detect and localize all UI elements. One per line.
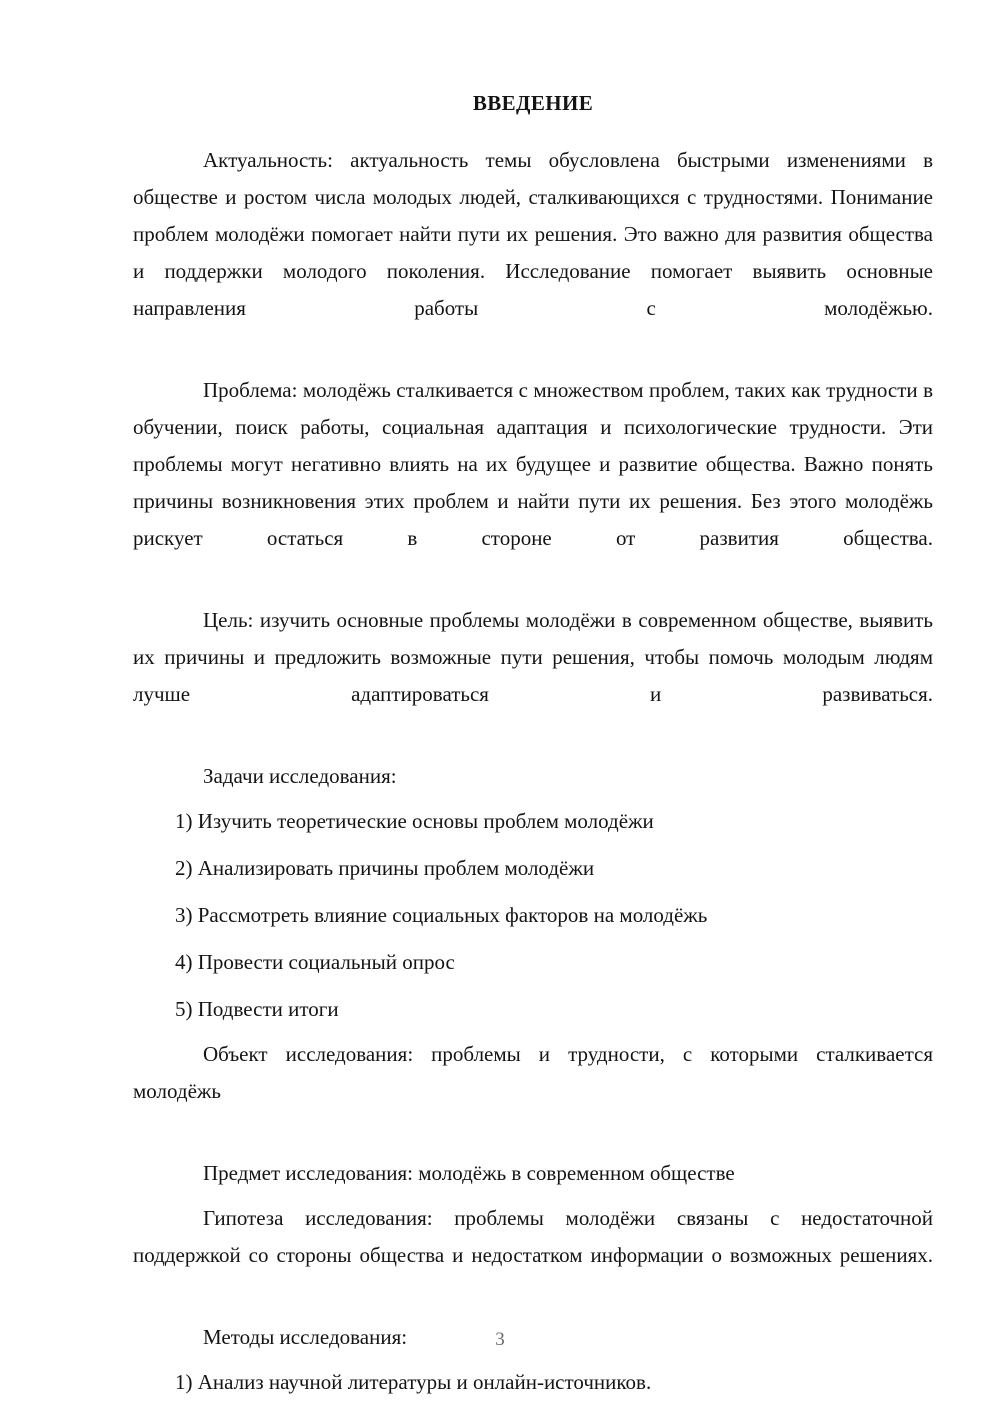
paragraph-object: Объект исследования: проблемы и трудности, с которыми сталкивается молодёжь [133, 1041, 933, 1103]
list-item: 3) Рассмотреть влияние социальных факторов на молодёжь [175, 902, 708, 927]
paragraph-relevance: Актуальность: актуальность темы обусловлена быстрыми изменениями в обществе и ростом числа молодых людей, сталкивающихся с трудностями. Понимание проблем молодёжи помогает найти пути их решения. Это важно для развития общества и поддержки молодого поколения. Исследование помогает выявить основные направления работы с молодёжью. [133, 147, 933, 320]
paragraph-goal: Цель: изучить основные проблемы молодёжи в современном обществе, выявить их причины и предложить возможные пути решения, чтобы помочь молодым людям лучше адаптироваться и развиваться. [133, 607, 933, 706]
page-title: ВВЕДЕНИЕ [472, 91, 594, 115]
list-item: 5) Подвести итоги [175, 996, 339, 1021]
list-item: 1) Изучить теоретические основы проблем молодёжи [175, 808, 654, 833]
tasks-label: Задачи исследования: [203, 763, 397, 788]
tasks-list [133, 803, 933, 1028]
paragraph-hypothesis: Гипотеза исследования: проблемы молодёжи связаны с недостаточной поддержкой со стороны общества и недостатком информации о возможных решениях. [133, 1205, 933, 1267]
document-body [133, 88, 933, 1409]
paragraph-subject: Предмет исследования: молодёжь в современном обществе [203, 1160, 735, 1185]
list-item: 1) Анализ научной литературы и онлайн-источников. [175, 1369, 652, 1394]
methods-label: Методы исследования: [203, 1324, 408, 1349]
list-item: 2) Анализировать причины проблем молодёжи [175, 855, 595, 880]
list-item: 4) Провести социальный опрос [175, 949, 455, 974]
methods-list [133, 1364, 933, 1401]
page-number: 3 [495, 1329, 505, 1350]
paragraph-problem: Проблема: молодёжь сталкивается с множеством проблем, таких как трудности в обучении, поиск работы, социальная адаптация и психологические трудности. Эти проблемы могут негативно влиять на их будущее и развитие общества. Важно понять причины возникновения этих проблем и найти пути их решения. Без этого молодёжь рискует остаться в стороне от развития общества. [133, 377, 933, 550]
